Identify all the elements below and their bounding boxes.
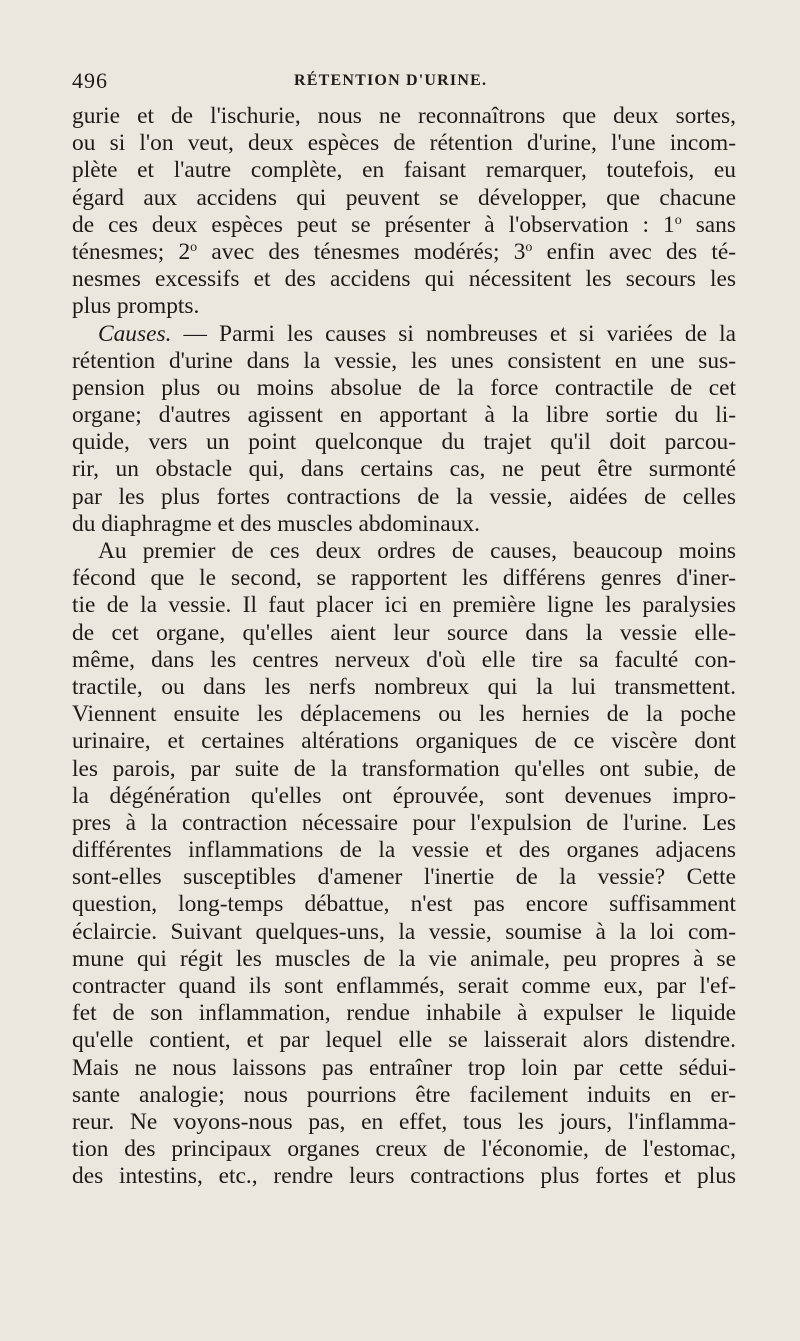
text-line: Mais ne nous laissons pas entraîner trop loin par cette sédui- bbox=[72, 1054, 736, 1081]
page-number: 496 bbox=[72, 68, 108, 93]
text-line: des intestins, etc., rendre leurs contractions plus fortes et plus bbox=[72, 1163, 736, 1190]
body-text bbox=[72, 103, 736, 1191]
text-line bbox=[72, 321, 736, 348]
text-line: plus prompts. bbox=[72, 293, 200, 320]
text-line: nesmes excessifs et des accidens qui nécessitent les secours les bbox=[72, 266, 736, 293]
text-line: contracter quand ils sont enflammés, serait comme eux, par l'ef- bbox=[72, 973, 736, 999]
text-line: différentes inflammations de la vessie et des organes adjacens bbox=[72, 837, 736, 864]
running-title: RÉTENTION D'URINE. bbox=[294, 72, 488, 89]
text-line: quide, vers un point quelconque du trajet qu'il doit parcou- bbox=[72, 429, 736, 456]
text-line: rétention d'urine dans la vessie, les unes consistent en une sus- bbox=[72, 347, 736, 374]
text-segment: de ces deux espèces peut se présenter à l'observation : 1 bbox=[72, 211, 675, 238]
text-line: même, dans les centres nerveux d'où elle tire sa faculté con- bbox=[72, 646, 736, 673]
superscript: o bbox=[190, 239, 198, 255]
text-segment: avec des ténesmes modérés; 3 bbox=[197, 238, 526, 265]
text-line: gurie et de l'ischurie, nous ne reconnaîtrons que deux sortes, bbox=[72, 103, 736, 129]
text-line: question, long-temps débattue, n'est pas encore suffisamment bbox=[72, 891, 736, 918]
text-line: pres à la contraction nécessaire pour l'expulsion de l'urine. Les bbox=[72, 809, 736, 836]
text-segment: ténesmes; 2 bbox=[72, 238, 191, 265]
text-line: Au premier de ces deux ordres de causes, beaucoup moins bbox=[98, 538, 736, 564]
text-line: urinaire, et certaines altérations organiques de ce viscère dont bbox=[72, 728, 736, 755]
text-line: la dégénération qu'elles ont éprouvée, sont devenues impro- bbox=[72, 782, 736, 809]
text-line: qu'elle contient, et par lequel elle se laisserait alors distendre. bbox=[72, 1027, 736, 1054]
text-line: plète et l'autre complète, en faisant remarquer, toutefois, eu bbox=[72, 157, 736, 184]
text-line: mune qui régit les muscles de la vie animale, peu propres à se bbox=[72, 945, 736, 972]
text-line: pension plus ou moins absolue de la force contractile de cet bbox=[72, 374, 736, 401]
text-line bbox=[72, 239, 736, 266]
text-line bbox=[72, 212, 736, 239]
text-line: tie de la vessie. Il faut placer ici en première ligne les paralysies bbox=[72, 592, 736, 619]
text-line: éclaircie. Suivant quelques-uns, la vessie, soumise à la loi com- bbox=[72, 918, 736, 945]
text-line: par les plus fortes contractions de la vessie, aidées de celles bbox=[72, 483, 736, 510]
section-label: Causes. bbox=[98, 320, 172, 347]
superscript: o bbox=[674, 212, 682, 228]
superscript: o bbox=[525, 239, 533, 255]
text-line: tractile, ou dans les nerfs nombreux qui la lui transmettent. bbox=[72, 673, 736, 700]
text-line: du diaphragme et des muscles abdominaux. bbox=[72, 510, 480, 537]
text-line: ou si l'on veut, deux espèces de rétention d'urine, l'une incom- bbox=[72, 130, 736, 157]
text-line: de cet organe, qu'elles aient leur source dans la vessie elle- bbox=[72, 619, 736, 646]
text-line: égard aux accidens qui peuvent se développer, que chacune bbox=[72, 184, 736, 211]
text-line: sont-elles susceptibles d'amener l'inertie de la vessie? Cette bbox=[72, 864, 736, 891]
text-segment: — Parmi les causes si nombreuses et si variées de la bbox=[171, 320, 736, 347]
text-segment: sans bbox=[681, 211, 736, 238]
text-line: rir, un obstacle qui, dans certains cas, ne peut être surmonté bbox=[72, 456, 736, 483]
page-header bbox=[72, 68, 736, 98]
text-line: Viennent ensuite les déplacemens ou les hernies de la poche bbox=[72, 701, 736, 728]
text-line: reur. Ne voyons-nous pas, en effet, tous les jours, l'inflamma- bbox=[72, 1108, 736, 1135]
text-segment: enfin avec des té- bbox=[532, 238, 736, 265]
text-line: tion des principaux organes creux de l'économie, de l'estomac, bbox=[72, 1136, 736, 1163]
text-line: organe; d'autres agissent en apportant à la libre sortie du li- bbox=[72, 402, 736, 429]
text-line: fécond que le second, se rapportent les différens genres d'iner- bbox=[72, 565, 736, 592]
text-line: fet de son inflammation, rendue inhabile à expulser le liquide bbox=[72, 1000, 736, 1027]
text-line: les parois, par suite de la transformation qu'elles ont subie, de bbox=[72, 755, 736, 782]
text-line: sante analogie; nous pourrions être facilement induits en er- bbox=[72, 1081, 736, 1108]
